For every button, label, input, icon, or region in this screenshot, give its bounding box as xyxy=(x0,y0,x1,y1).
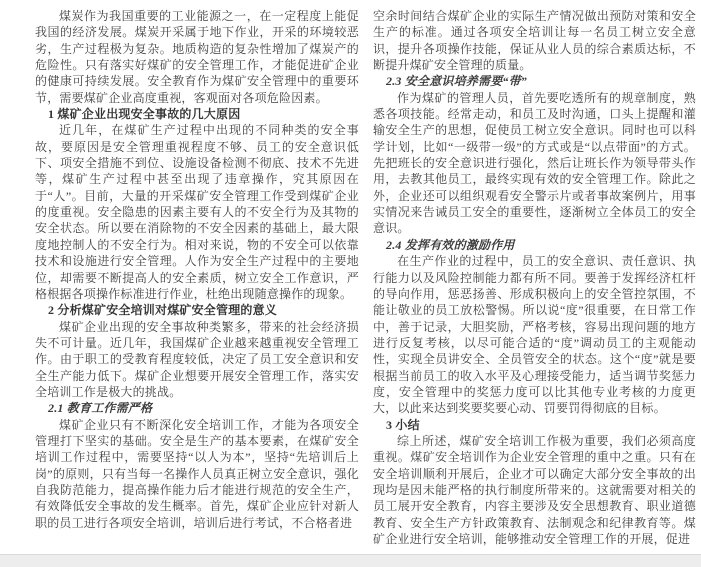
paragraph: 煤矿企业只有不断深化安全培训工作，才能为各项安全管理打下坚实的基础。安全是生产的基本要素，在煤矿安全培训工作过程中，需要坚持“以人为本”，坚持“先培训后上岗”的原则，只有当每一名操作人员真正树立安全意识，强化自我防范能力，提高操作能力后才能进行规范的安全生产，有效降低安全事故的发生概率。首先，煤矿企业应针对新人职的员工进行各项安全培训，培训后进行考试，不合格者进 xyxy=(35,417,359,530)
paragraph: 近几年，在煤矿生产过程中出现的不同种类的安全事故，要原因是安全管理重视程度不够、员工的安全意识低下、项安全措施不到位、设施设备检测不彻底、技术不先进等，煤矿生产过程中甚至出现了违章操作，究其原因在于“人”。目前，大量的开采煤矿安全管理工作受到煤矿企业的度重视。安全隐患的因素主要有人的不安全行为及其物的安全状态。所以要在消除物的不安全因素的基础上，最大限度地控制人的不安全行为。相对来说，物的不安全可以依靠技术和设施进行安全管理。人作为安全生产过程中的主要地位，却需要不断提高人的安全素质，树立安全工作意识，严格根据各项操作标准进行作业，杜绝出现随意操作的现象。 xyxy=(35,123,359,301)
text-column-left xyxy=(35,8,359,554)
text-column-right xyxy=(373,8,696,554)
paragraph: 综上所述，煤矿安全培训工作极为重要，我们必须高度重视。煤矿安全培训作为企业安全管理的重中之重。只有在安全培训顺利开展后，企业才可以确定大部分安全事故的出现均是因未能严格的执行制度所带来的。这就需要对相关的员工展开安全教育，内容主要涉及安全思想教育、职业道德教育、安全生产方针政策教育、法制观念和纪律教育等。煤矿企业进行安全培训，能够推动安全管理工作的开展，促进 xyxy=(373,433,696,546)
paragraph: 煤炭作为我国重要的工业能源之一，在一定程度上能促我国的经济发展。煤炭开采属于地下作业，开采的环境较恶劣，生产过程极为复杂。地质构造的复杂性增加了煤炭产的危险性。只有落实好煤矿的安全管理工作，才能促进矿企业的健康可持续发展。安全教育作为煤矿安全管理中的重要环节，需要煤矿企业高度重视，客观面对各项危险因素。 xyxy=(35,9,359,105)
section-heading: 3 小结 xyxy=(386,417,420,432)
subsection-heading: 2.4 发挥有效的激励作用 xyxy=(386,237,515,252)
paragraph-continuation: 空余时间结合煤矿企业的实际生产情况做出预防对策和安全生产的标准。通过各项安全培训让每一名员工树立安全意识，提升各项操作技能，保证从业人员的综合素质达标，不断提升煤矿安全管理的质量。 xyxy=(373,9,696,73)
section-heading: 2 分析煤矿安全培训对煤矿安全管理的意义 xyxy=(48,303,278,318)
paragraph: 在生产作业的过程中，员工的安全意识、责任意识、执行能力以及风险控制能力都有所不同。要善于发挥经济杠杆的导向作用，惩恶扬善、形成积极向上的安全管控氛围，不能让敬业的员工放松警惕。所以说“度”很重要，在日常工作中，善于记录，大胆奖励，严格考核，容易出现问题的地方进行反复考核，以尽可能合适的“度”调动员工的主观能动性，实现全员讲安全、全员管安全的状态。这个“度”就是要根据当前员工的收入水平及心理接受能力，适当调节奖惩力度，安全管理中的奖惩力度可以比其他专业考核的力度更大，以此来达到奖要奖要心动、罚要罚得彻底的目标。 xyxy=(373,254,696,416)
subsection-heading: 2.1 教育工作需严格 xyxy=(48,401,153,416)
section-heading: 1 煤矿企业出现安全事故的几大原因 xyxy=(48,107,241,122)
paragraph: 煤矿企业出现的安全事故种类繁多，带来的社会经济损失不可计量。近几年，我国煤矿企业越来越重视安全管理工作。由于职工的受教育程度较低，决定了员工安全意识和安全生产能力低下。煤矿企业想要开展安全管理工作，落实安全培训工作是极大的挑战。 xyxy=(35,319,359,399)
page-bottom-edge xyxy=(0,554,701,567)
subsection-heading: 2.3 安全意识培养需要“带” xyxy=(386,74,528,89)
paragraph: 作为煤矿的管理人员，首先要吃透所有的规章制度，熟悉各项技能。经常走动，和员工及时沟通，口头上提醒和灌输安全生产的思想，促使员工树立安全意识。同时也可以科学计划，比如“一级带一级”的方式或是“以点带面”的方式。先把班长的安全意识进行强化，然后让班长作为领导带头作用，去教其他员工，最终实现有效的安全管理工作。除此之外，企业还可以组织观看安全警示片或者事故案例片，用事实情况来告诫员工安全的重要性，逐渐树立全体员工的安全意识。 xyxy=(373,90,696,236)
